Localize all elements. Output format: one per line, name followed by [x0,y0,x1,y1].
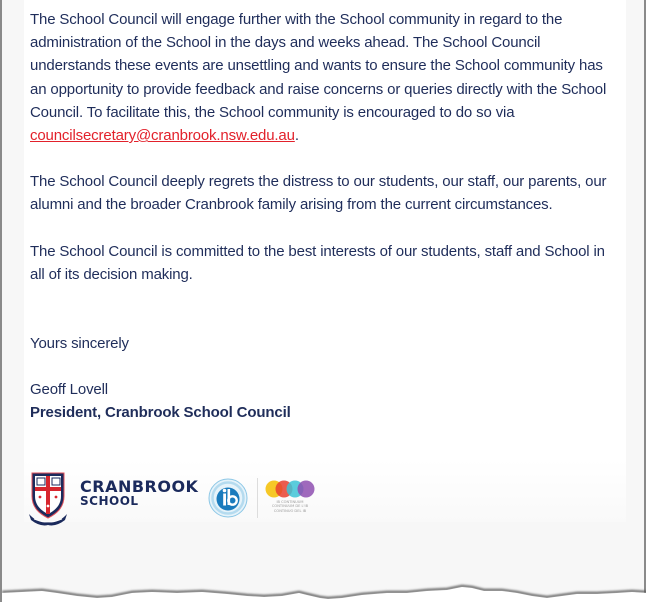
council-secretary-email-link[interactable]: councilsecretary@cranbrook.nsw.edu.au [30,127,295,145]
paragraph-engagement-text: The School Council will engage further with the School community in regard to the administration of the School in the days and weeks ahead. The School Council understands these events are unsettling and wants to ensure the School community has an opportunity to provide feedback and raise concerns or queries directly with the School Council. To facilitate this, the School community is encouraged to do so via [30,11,607,121]
email-suffix: . [294,127,299,145]
school-name-line1: CRANBROOK [80,477,199,496]
ib-caption-line: IB CONTINUUM [276,500,304,504]
logo-divider [257,478,258,518]
torn-paper-edge [2,580,646,602]
ib-caption-line: CONTINUO DEL IB [273,508,307,513]
paragraph-engagement [30,8,620,147]
signatory-name: Geoff Lovell [30,381,108,399]
school-name-line2: SCHOOL [80,494,139,508]
ib-continuum-circles-icon [265,480,315,498]
cranbrook-crest-icon [28,470,68,526]
ib-seal-icon [208,478,248,518]
footer-logos [28,470,348,530]
cranbrook-wordmark [80,478,198,508]
ib-continuum-caption [260,500,320,513]
signatory-title: President, Cranbrook School Council [30,404,291,422]
ib-caption-line: CONTINUUM DE L'IB [271,504,309,509]
paragraph-commitment: The School Council is committed to the best interests of our students, staff and School in all of its decision making. [30,242,605,283]
letter-body [30,8,620,425]
signoff: Yours sincerely [30,335,129,353]
paragraph-regret: The School Council deeply regrets the distress to our students, our staff, our parents, our alumni and the broader Cranbrook family arising from the current circumstances. [30,173,607,214]
